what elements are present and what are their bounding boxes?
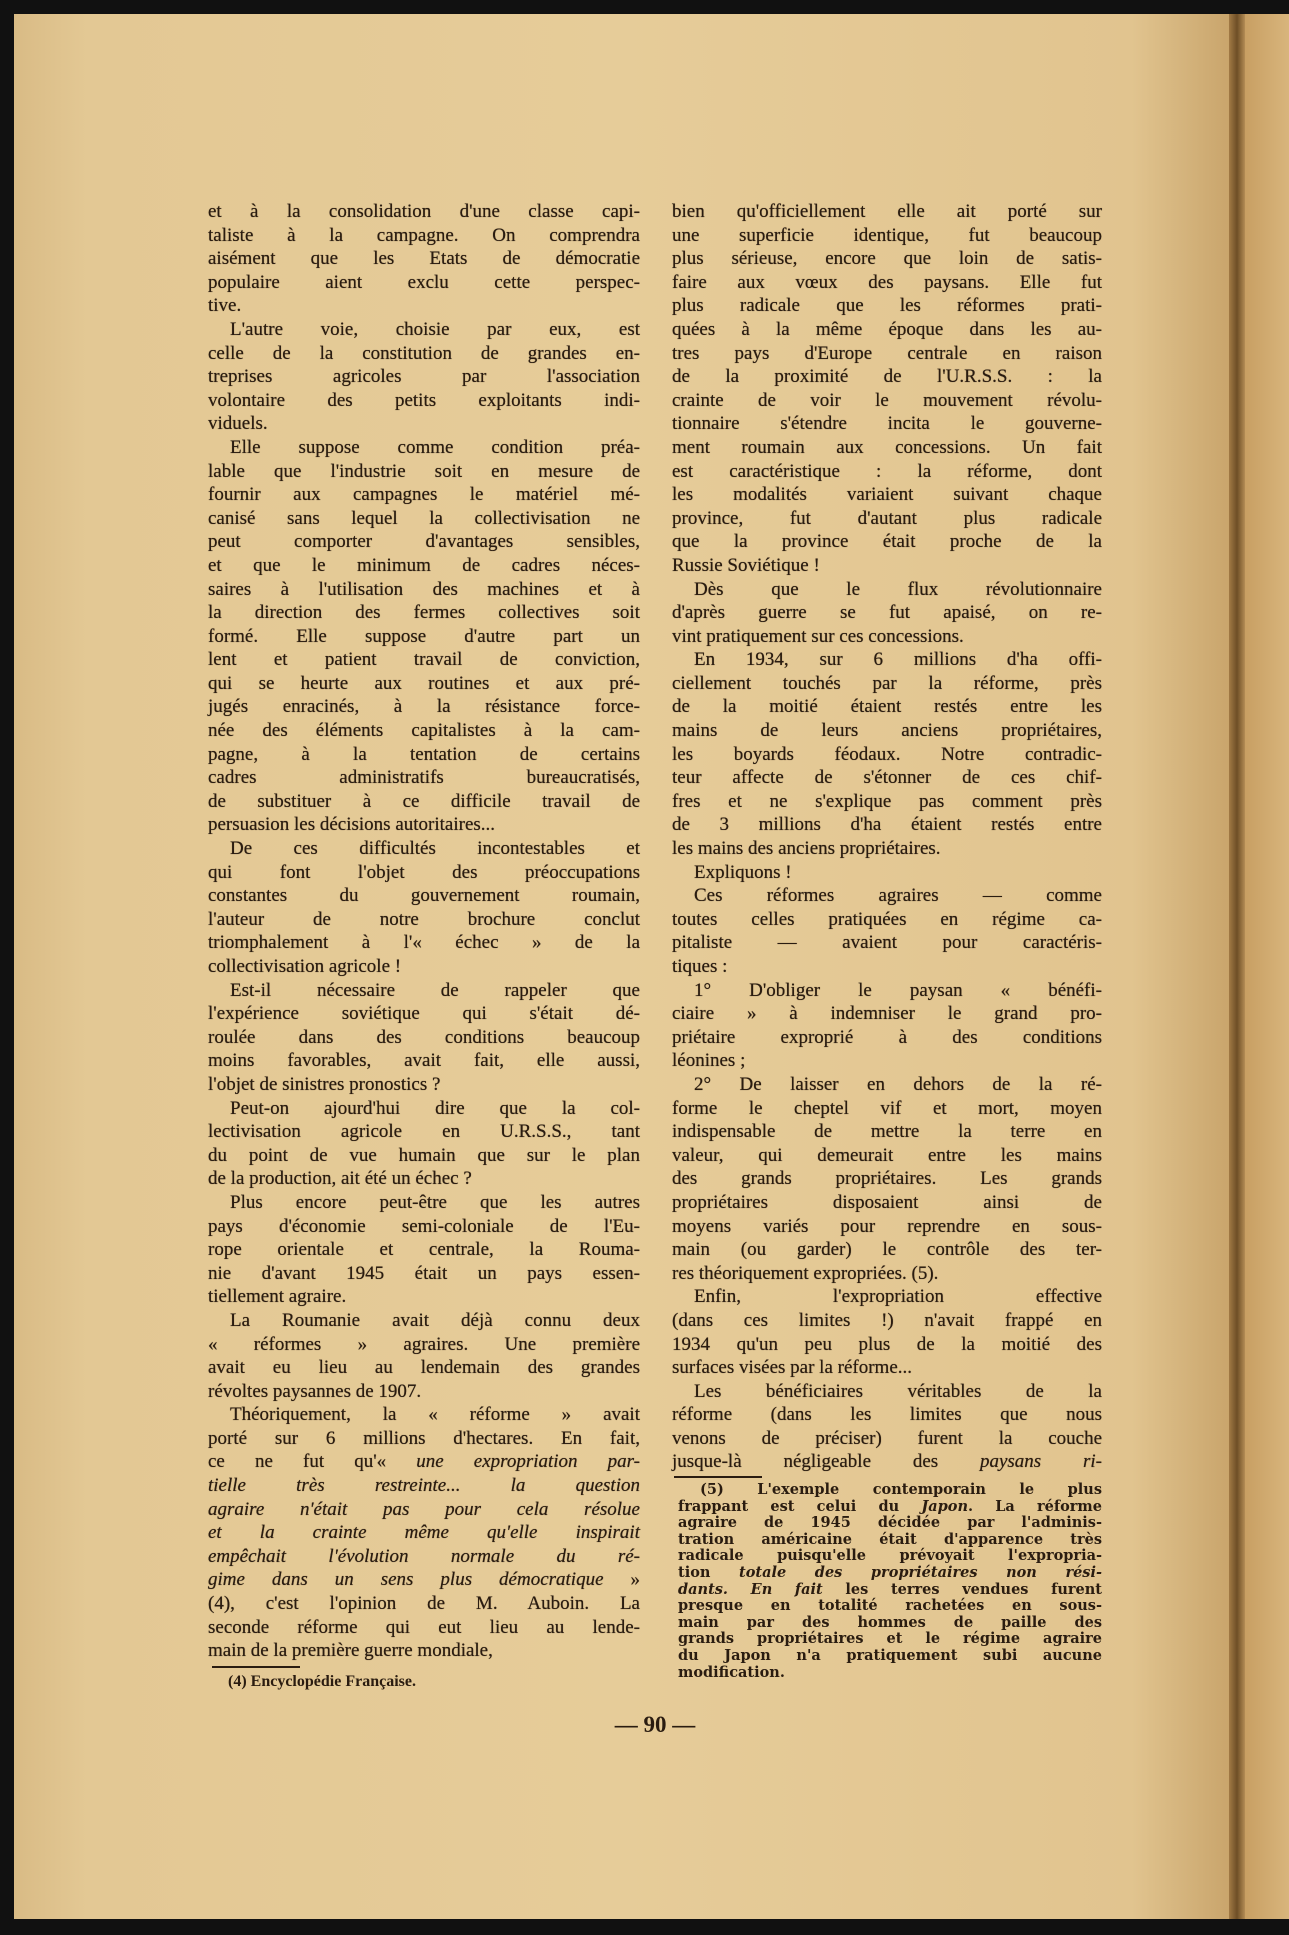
text-line: roulée dans des conditions beaucoup (208, 1026, 640, 1048)
text-line: forme le cheptel vif et mort, moyen (672, 1097, 1102, 1119)
text-line: « réformes » agraires. Une première (208, 1333, 640, 1355)
text-line: main par des hommes de paille des (678, 1613, 1102, 1631)
text-line: tive. (208, 295, 242, 317)
text-line: fres et ne s'explique pas comment près (672, 790, 1102, 812)
text-line: les modalités variaient suivant chaque (672, 484, 1102, 506)
text-line: tiellement agraire. (208, 1286, 347, 1308)
text-line: Elle suppose comme condition préa- (230, 436, 640, 458)
text-line: collectivisation agricole ! (208, 956, 402, 977)
text-line: formé. Elle suppose d'autre part un (208, 625, 640, 647)
text-line: quées à la même époque dans les au- (672, 318, 1102, 340)
text-line: rope orientale et centrale, la Rouma- (208, 1239, 640, 1261)
text-line (208, 1498, 640, 1522)
adjacent-page-edge (1245, 14, 1289, 1919)
text-line: propriétaires disposaient ainsi de (672, 1191, 1102, 1213)
text-line (672, 1450, 1102, 1474)
text-line: res théoriquement expropriées. (5). (672, 1262, 939, 1284)
text-line: de substituer à ce difficile travail de (208, 790, 640, 812)
text-line: main de la première guerre mondiale, (208, 1640, 493, 1662)
text-line: l'objet de sinistres pronostics ? (208, 1073, 441, 1095)
text-line: lable que l'industrie soit en mesure de (208, 460, 640, 482)
text-line: de la proximité de l'U.R.S.S. : la (672, 366, 1102, 388)
paragraph (672, 648, 1102, 860)
text-line: bien qu'officiellement elle ait porté sur (672, 201, 1102, 222)
text-line: Expliquons ! (694, 861, 792, 883)
text-line: 1° D'obliger le paysan « bénéfi- (694, 979, 1102, 1001)
paragraph (672, 1073, 1102, 1285)
text-line (208, 1545, 640, 1569)
footnote-rule-right (674, 1476, 762, 1478)
text-line: aisément que les Etats de démocratie (208, 248, 640, 270)
paragraph (208, 1097, 640, 1191)
text-line: moins favorables, avait fait, elle aussi, (208, 1050, 640, 1072)
text-line (678, 1499, 1102, 1516)
left-column (208, 200, 640, 1663)
text-line: plus radicale que les réformes prati- (672, 295, 1102, 317)
text-line: l'auteur de notre brochure conclut (208, 908, 640, 930)
text-line: volontaire des petits exploitants indi- (208, 389, 640, 411)
text-line: mains de leurs anciens propriétaires, (672, 720, 1102, 742)
text-line: main (ou garder) le contrôle des ter- (672, 1239, 1102, 1261)
italic-text: agraire n'était pas pour cela résolue (208, 1498, 640, 1520)
paragraph (208, 837, 640, 979)
text-line: presque en totalité rachetées en sous- (678, 1597, 1102, 1615)
text-line: tres pays d'Europe centrale en raison (672, 342, 1102, 364)
text-line: toutes celles pratiquées en régime ca- (672, 908, 1102, 930)
text-line: léonines ; (672, 1050, 746, 1072)
text-segment: » (603, 1569, 640, 1591)
text-line: modification. (678, 1663, 785, 1681)
text-line: tration américaine était d'apparence très (678, 1530, 1102, 1548)
text-line: taliste à la campagne. On comprendra (208, 224, 640, 246)
text-line: 1934 qu'un peu plus de la moitié des (672, 1333, 1102, 1355)
paragraph (672, 1380, 1102, 1474)
text-line: venons de préciser) furent la couche (672, 1427, 1102, 1449)
text-line: grands propriétaires et le régime agraire (678, 1630, 1102, 1648)
paragraph (208, 436, 640, 837)
text-line: faire aux vœux des paysans. Elle fut (672, 271, 1102, 293)
italic-text: paysans ri- (979, 1451, 1102, 1473)
text-line: une superficie identique, fut beaucoup (672, 224, 1102, 246)
text-line: tionnaire s'étendre incita le gouverne- (672, 413, 1102, 435)
text-line: Russie Soviétique ! (672, 554, 820, 576)
italic-text: totale des propriétaires non rési- (739, 1563, 1102, 1581)
text-line: (dans ces limites !) n'avait frappé en (672, 1309, 1102, 1331)
text-line: indispensable de mettre la terre en (672, 1121, 1102, 1143)
text-line: nie d'avant 1945 était un pays essen- (208, 1262, 640, 1284)
text-line: ment roumain aux concessions. Un fait (672, 436, 1102, 458)
text-line: 2° De laisser en dehors de la ré- (694, 1073, 1102, 1095)
text-line (678, 1582, 1102, 1599)
text-line: Enfin, l'expropriation effective (694, 1286, 1102, 1308)
text-line: lent et patient travail de conviction, (208, 649, 640, 671)
text-line: moyens variés pour reprendre en sous- (672, 1215, 1102, 1237)
text-line: L'autre voie, choisie par eux, est (230, 318, 640, 340)
text-line: lectivisation agricole en U.R.S.S., tant (208, 1121, 640, 1143)
paragraph (208, 1191, 640, 1309)
text-line: l'expérience soviétique qui s'était dé- (208, 1003, 640, 1025)
footnote-rule-left (212, 1666, 300, 1668)
paragraph (208, 200, 640, 318)
text-line: réforme (dans les limites que nous (672, 1404, 1102, 1426)
text-line: qui font l'objet des préoccupations (208, 861, 640, 883)
text-line: En 1934, sur 6 millions d'ha offi- (694, 649, 1102, 671)
text-line: Les bénéficiaires véritables de la (694, 1380, 1102, 1402)
paragraph (672, 979, 1102, 1073)
italic-text: empêchait l'évolution normale du ré- (208, 1545, 640, 1567)
text-line: qui se heurte aux routines et aux pré- (208, 672, 640, 694)
text-line: de la moitié étaient restés entre les (672, 696, 1102, 718)
text-segment: jusque-là négligeable des (672, 1451, 980, 1473)
text-line: née des éléments capitalistes à la cam- (208, 720, 640, 742)
text-line: teur affecte de s'étonner de ces chif- (672, 767, 1102, 789)
paragraph (208, 318, 640, 436)
text-line: les mains des anciens propriétaires. (672, 838, 941, 860)
text-line: fournir aux campagnes le matériel mé- (208, 484, 640, 506)
text-line: pagne, à la tentation de certains (208, 743, 640, 765)
italic-text: dants. En fait (678, 1580, 823, 1598)
text-line: ciellement touchés par la réforme, près (672, 672, 1102, 694)
text-line: seconde réforme qui eut lieu au lende- (208, 1616, 640, 1638)
text-line: d'après guerre se fut apaisé, on re- (672, 602, 1102, 624)
text-segment: les terres vendues furent (822, 1580, 1102, 1598)
text-line: radicale puisqu'elle prévoyait l'expropria- (678, 1547, 1102, 1565)
italic-text: Japon (921, 1497, 968, 1515)
text-line: et à la consolidation d'une classe capi- (208, 201, 640, 222)
text-line (208, 1450, 640, 1474)
italic-text: une expropriation par- (416, 1451, 640, 1473)
text-line: populaire aient exclu cette perspec- (208, 271, 640, 293)
text-line: révoltes paysannes de 1907. (208, 1380, 422, 1402)
text-line: du Japon n'a pratiquement subi aucune (678, 1646, 1102, 1664)
text-line: Dès que le flux révolutionnaire (694, 578, 1102, 600)
italic-text: gime dans un sens plus démocratique (208, 1569, 604, 1591)
text-line: province, fut d'autant plus radicale (672, 507, 1102, 529)
text-line: celle de la constitution de grandes en- (208, 342, 640, 364)
text-line: (5) L'exemple contemporain le plus (700, 1481, 1102, 1498)
text-line: Théoriquement, la « réforme » avait (230, 1404, 640, 1426)
text-line: les boyards féodaux. Notre contradic- (672, 743, 1102, 765)
text-line: Ces réformes agraires — comme (694, 885, 1102, 907)
text-line: avait eu lieu au lendemain des grandes (208, 1357, 640, 1379)
text-segment: tion (678, 1563, 740, 1581)
text-line: priétaire exproprié à des conditions (672, 1026, 1102, 1048)
italic-text: tielle très restreinte... la question (208, 1475, 640, 1497)
text-line: des grands propriétaires. Les grands (672, 1168, 1102, 1190)
paragraph (672, 578, 1102, 649)
text-line: canisé sans lequel la collectivisation ne (208, 507, 640, 529)
footnote-5 (678, 1482, 1102, 1681)
text-line: crainte de voir le mouvement révolu- (672, 389, 1102, 411)
italic-text: et la crainte même qu'elle inspirait (208, 1522, 640, 1544)
text-line: jugés enracinés, à la résistance force- (208, 696, 640, 718)
text-line: porté sur 6 millions d'hectares. En fait, (208, 1427, 640, 1449)
text-line: Est-il nécessaire de rappeler que (230, 979, 640, 1001)
text-line: viduels. (208, 413, 268, 435)
text-line: de 3 millions d'ha étaient restés entre (672, 814, 1102, 836)
text-line: persuasion les décisions autoritaires... (208, 814, 496, 836)
paragraph (672, 884, 1102, 978)
paragraph (208, 1403, 640, 1663)
text-line: la direction des fermes collectives soit (208, 602, 640, 624)
text-line: et que le minimum de cadres néces- (208, 554, 640, 576)
text-line: constantes du gouvernement roumain, (208, 885, 640, 907)
page-number: — 90 — (614, 1712, 696, 1737)
paragraph (208, 979, 640, 1097)
paragraph (208, 1309, 640, 1403)
text-line: pitaliste — avaient pour caractéris- (672, 932, 1102, 954)
text-line: Peut-on ajourd'hui dire que la col- (230, 1097, 640, 1119)
text-line: saires à l'utilisation des machines et à (208, 578, 640, 600)
text-line: triomphalement à l'« échec » de la (208, 932, 640, 954)
footnote-4: (4) Encyclopédie Française. (228, 1673, 416, 1690)
text-segment: frappant est celui du (678, 1497, 922, 1515)
text-line: De ces difficultés incontestables et (230, 838, 640, 860)
text-line: tiques : (672, 956, 728, 977)
text-line: (4), c'est l'opinion de M. Auboin. La (208, 1593, 640, 1615)
right-column (672, 200, 1102, 1474)
binding-fold (1229, 14, 1245, 1919)
text-line: cadres administratifs bureaucratisés, (208, 767, 640, 789)
text-segment: ce ne fut qu'« (208, 1451, 417, 1473)
text-line: surfaces visées par la réforme... (672, 1357, 913, 1379)
text-line: treprises agricoles par l'association (208, 366, 640, 388)
text-line: ciaire » à indemniser le grand pro- (672, 1003, 1102, 1025)
text-line (208, 1568, 640, 1592)
text-line: de la production, ait été un échec ? (208, 1168, 472, 1190)
text-line (208, 1474, 640, 1498)
text-line: pays d'économie semi-coloniale de l'Eu- (208, 1215, 640, 1237)
text-line: agraire de 1945 décidée par l'adminis- (678, 1514, 1102, 1532)
paragraph (672, 1285, 1102, 1379)
text-line (208, 1521, 640, 1545)
text-line: est caractéristique : la réforme, dont (672, 460, 1102, 482)
text-line: que la province était proche de la (672, 531, 1102, 553)
text-line: Plus encore peut-être que les autres (230, 1191, 640, 1213)
text-segment: . La réforme (967, 1497, 1103, 1515)
paragraph (672, 200, 1102, 578)
text-line: du point de vue humain que sur le plan (208, 1144, 640, 1166)
text-line: valeur, qui demeurait entre les mains (672, 1144, 1102, 1166)
text-line: vint pratiquement sur ces concessions. (672, 625, 964, 647)
paragraph (672, 861, 1102, 885)
text-line (678, 1565, 1102, 1582)
text-line: La Roumanie avait déjà connu deux (230, 1309, 640, 1331)
text-line: peut comporter d'avantages sensibles, (208, 531, 640, 553)
text-line: plus sérieuse, encore que loin de satis- (672, 248, 1102, 270)
